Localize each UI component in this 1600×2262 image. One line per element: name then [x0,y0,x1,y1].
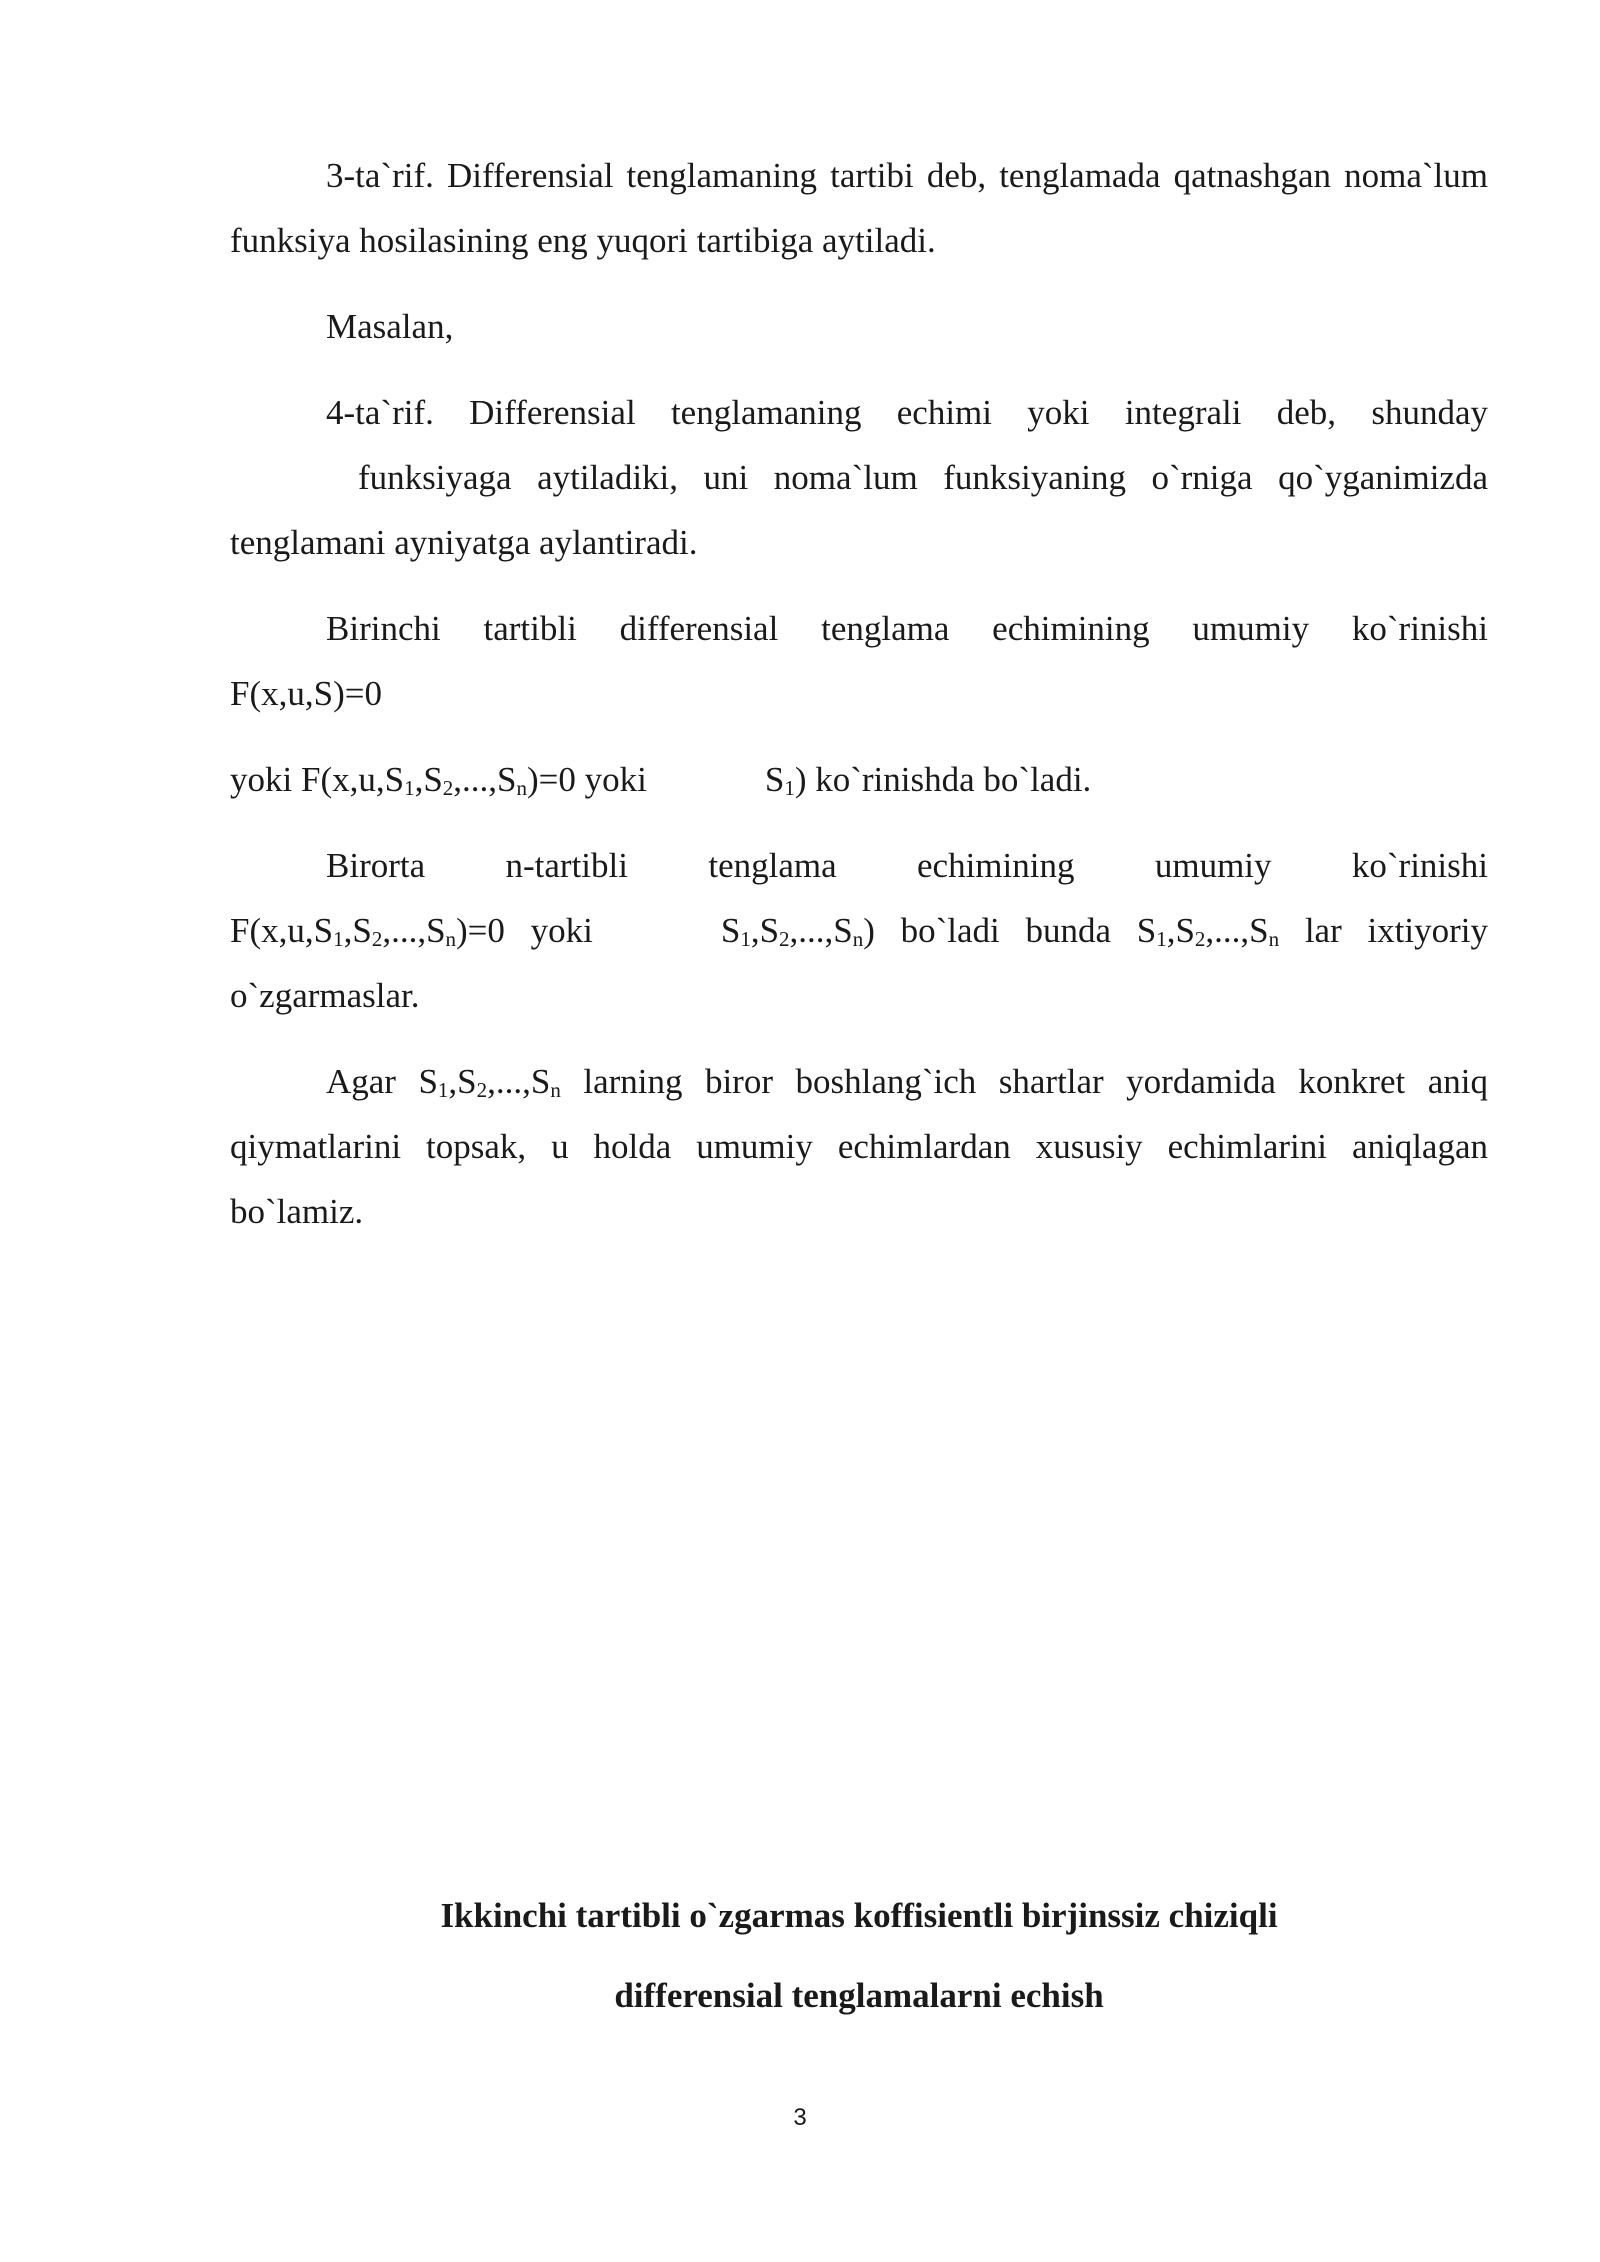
yoki-line [230,747,1488,812]
definition-3-block [230,143,1488,273]
section-heading [230,1876,1488,2036]
formula-part: ,...,S [1205,911,1269,950]
subscript: 2 [442,776,454,800]
formula-part: S [764,760,785,799]
subscript: 2 [371,927,383,951]
formula-part: ,S [343,911,372,950]
definition-4-rest: funksiyaga aytiladiki, uni noma`lum funksiyaning o`rniga qo`yganimizda tenglamani ayniyatga aylantiradi. [230,458,1488,562]
subscript: n [550,1078,561,1102]
formula-part: ) ko`rinishda bo`ladi. [794,760,1092,799]
formula-part: ,S [1166,911,1195,950]
subscript: 1 [404,776,415,800]
agar-paragraph [230,1049,1488,1244]
formula-part: ,...,S [382,911,446,950]
subscript: 1 [784,776,795,800]
text-part: Agar S [326,1062,438,1101]
agar-block [230,1049,1488,1244]
subscript: n [516,776,527,800]
subscript: n [852,927,864,951]
subscript: n [445,927,457,951]
first-order-block [230,596,1488,726]
nth-order-text: Birorta n-tartibli tenglama echimining umumiy ko`rinishi [326,846,1488,885]
section-heading-line1: Ikkinchi tartibli o`zgarmas koffisientli birjinssiz chiziqli [440,1896,1278,1935]
masalan-text: Masalan, [326,307,454,346]
nth-order-formula [230,898,1488,1028]
definition-4-line1: 4-ta`rif. Differensial tenglamaning echimi yoki integrali deb, shunday [326,393,1488,432]
text-part: ,...,S [487,1062,551,1101]
subscript: n [1268,927,1280,951]
formula-part: ,...,S [453,760,517,799]
formula-part: )=0 yoki [456,911,593,950]
yoki-line-block [230,747,1488,812]
subscript: 2 [779,927,790,951]
text-part: larning biror boshlang`ich shartlar yordamida konkret aniq qiymatlarini topsak, u holda umumiy echimlardan xususiy echimlarini aniqlagan bo`lamiz. [230,1062,1488,1231]
section-heading-line2: differensial tenglamalarni echish [614,1976,1104,2015]
formula-part: )=0 yoki [527,760,647,799]
definition-4-block [230,380,1488,575]
nth-order-block [230,833,1488,1028]
first-order-text: Birinchi tartibli differensial tenglama echimining umumiy ko`rinishi [326,609,1488,648]
formula-part: ,S [414,760,443,799]
masalan-block [230,294,1488,359]
formula-part: S [720,911,741,950]
subscript: 1 [1156,927,1167,951]
subscript: 1 [333,927,344,951]
text-part: ,S [448,1062,477,1101]
formula-part: ,S [750,911,780,950]
subscript: 1 [740,927,751,951]
first-order-formula: F(x,u,S)=0 [230,674,382,713]
page-number: 3 [793,2104,807,2131]
subscript: 1 [437,1078,449,1102]
formula-part: lar ixtiyoriy o`zgarmaslar. [230,911,1489,1015]
formula-part: ,...,S [789,911,853,950]
formula-part: F(x,u,S [230,911,334,950]
subscript: 2 [476,1078,488,1102]
formula-part: yoki F(x,u,S [230,760,405,799]
definition-3-paragraph: 3-ta`rif. Differensial tenglamaning tartibi deb, tenglamada qatnashgan noma`lum funksiya hosilasining eng yuqori tartibiga aytiladi. [230,156,1488,260]
subscript: 2 [1194,927,1206,951]
formula-part: ) bo`ladi bunda S [863,911,1157,950]
